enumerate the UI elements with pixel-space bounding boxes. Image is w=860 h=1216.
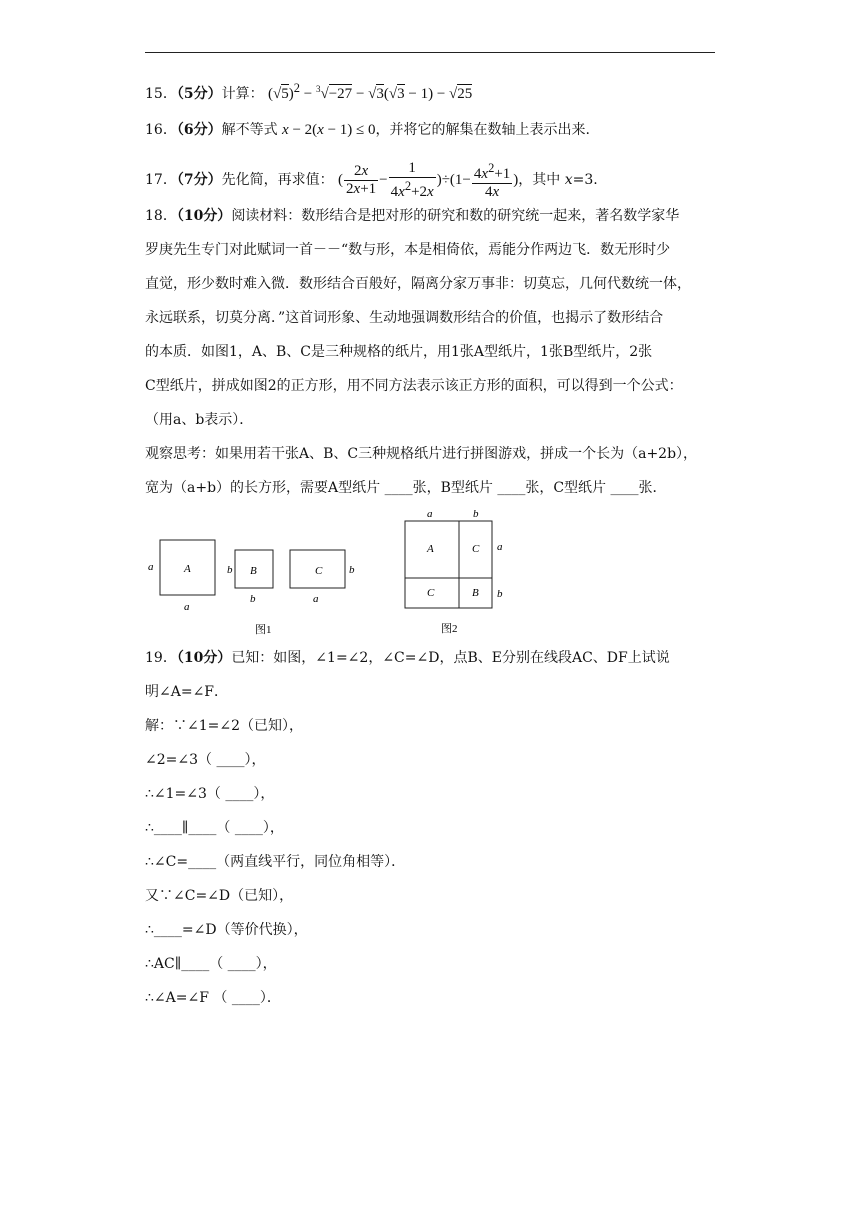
paragraph-line: ∴∠1=∠3（ ____），	[145, 786, 275, 802]
question-number: 16．	[145, 122, 177, 138]
question-17	[145, 160, 598, 201]
paragraph-line: ∴∠C=____（两直线平行，同位角相等）．	[145, 854, 406, 870]
formula-15: $(√5)^2 - ^3√-27 - √3(√3 - 1) - √25$	[268, 81, 473, 102]
figure-1	[140, 530, 370, 640]
svg-text:b: b	[349, 564, 355, 576]
paragraph-line: （用a、b表示）．	[145, 412, 254, 428]
question-score: （10分）	[176, 650, 232, 666]
label-C: C	[315, 565, 323, 577]
question-15	[145, 78, 472, 104]
paragraph-line: ∴____=∠D（等价代换），	[145, 922, 308, 938]
question-score: （6分）	[176, 122, 222, 138]
svg-text:B: B	[472, 587, 479, 599]
paragraph-line: ∴AC∥____（ ____），	[145, 956, 277, 972]
question-16	[145, 120, 590, 140]
variable: x	[564, 171, 573, 188]
header-rule	[145, 52, 715, 53]
svg-text:b: b	[227, 564, 233, 576]
label-A: A	[184, 563, 191, 575]
question-text: 解不等式	[221, 122, 278, 138]
figure-caption: 图1	[255, 624, 272, 636]
question-number: 18．	[145, 208, 177, 224]
question-text: ，其中	[518, 171, 561, 188]
question-number: 15．	[145, 86, 177, 102]
question-18-line-1	[145, 206, 679, 226]
svg-text:b: b	[473, 508, 479, 520]
label-B: B	[250, 565, 257, 577]
svg-text:a: a	[427, 508, 433, 520]
question-number: 19．	[145, 650, 177, 666]
paragraph-line: ∴∠A=∠F （ ____）．	[145, 990, 281, 1006]
question-score: （7分）	[176, 171, 222, 188]
svg-text:b: b	[250, 593, 256, 605]
paragraph-line: 永远联系，切莫分离．”这首词形象、生动地强调数形结合的价值，也揭示了数形结合	[145, 310, 664, 326]
question-text: ，并将它的解集在数轴上表示出来.	[375, 122, 590, 138]
paragraph-line: ∴____∥____（ ____），	[145, 820, 284, 836]
paragraph-line: 解：∵∠1=∠2（已知），	[145, 718, 304, 734]
svg-text:C: C	[472, 543, 480, 555]
paragraph-line: 罗庚先生专门对此赋词一首－－“数与形，本是相倚依，焉能分作两边飞．数无形时少	[145, 242, 671, 258]
paragraph-line: 已知：如图，∠1=∠2，∠C=∠D，点B、E分别在线段AC、DF上试说	[231, 650, 670, 666]
svg-text:b: b	[497, 588, 503, 600]
svg-text:a: a	[313, 593, 319, 605]
svg-text:a: a	[184, 601, 190, 613]
paragraph-line: 观察思考：如果用若干张A、B、C三种规格纸片进行拼图游戏，拼成一个长为（a+2b），	[145, 446, 698, 462]
svg-text:a: a	[497, 541, 503, 553]
paragraph-line: C型纸片，拼成如图2的正方形，用不同方法表示该正方形的面积，可以得到一个公式：	[145, 378, 683, 394]
paragraph-line: 宽为（a+b）的长方形，需要A型纸片 ____张，B型纸片 ____张，C型纸片 ____张．	[145, 480, 667, 496]
question-text: 计算：	[221, 86, 264, 102]
question-19-line-1	[145, 648, 670, 668]
question-text: =3.	[572, 171, 598, 188]
svg-text:a: a	[148, 561, 154, 573]
figure-caption: 图2	[441, 623, 458, 635]
paragraph-line: 明∠A=∠F．	[145, 684, 229, 700]
figure-2	[395, 505, 525, 640]
svg-text:A: A	[427, 543, 434, 555]
paragraph-line: 又∵∠C=∠D（已知），	[145, 888, 294, 904]
question-score: （10分）	[176, 208, 232, 224]
paragraph-line: ∠2=∠3（ ____），	[145, 752, 266, 768]
question-text: 先化简，再求值：	[221, 171, 334, 188]
paragraph-line: 的本质．如图1，A、B、C是三种规格的纸片，用1张A型纸片，1张B型纸片，2张	[145, 344, 653, 360]
question-score: （5分）	[176, 86, 222, 102]
formula-16: x − 2(x − 1) ≤ 0	[282, 122, 376, 138]
paragraph-line: 阅读材料：数形结合是把对形的研究和数的研究统一起来，著名数学家华	[231, 208, 680, 224]
formula-17: ( $\frac{2x}{2x+1}$ − $\frac{1}{4x^2+2x}$ )÷(1− $\frac{4x^2+1}{4x}$ )	[338, 160, 519, 200]
svg-text:C: C	[427, 587, 435, 599]
question-number: 17．	[145, 171, 177, 188]
paragraph-line: 直觉，形少数时难入微．数形结合百般好，隔离分家万事非：切莫忘，几何代数统一体，	[145, 276, 691, 292]
